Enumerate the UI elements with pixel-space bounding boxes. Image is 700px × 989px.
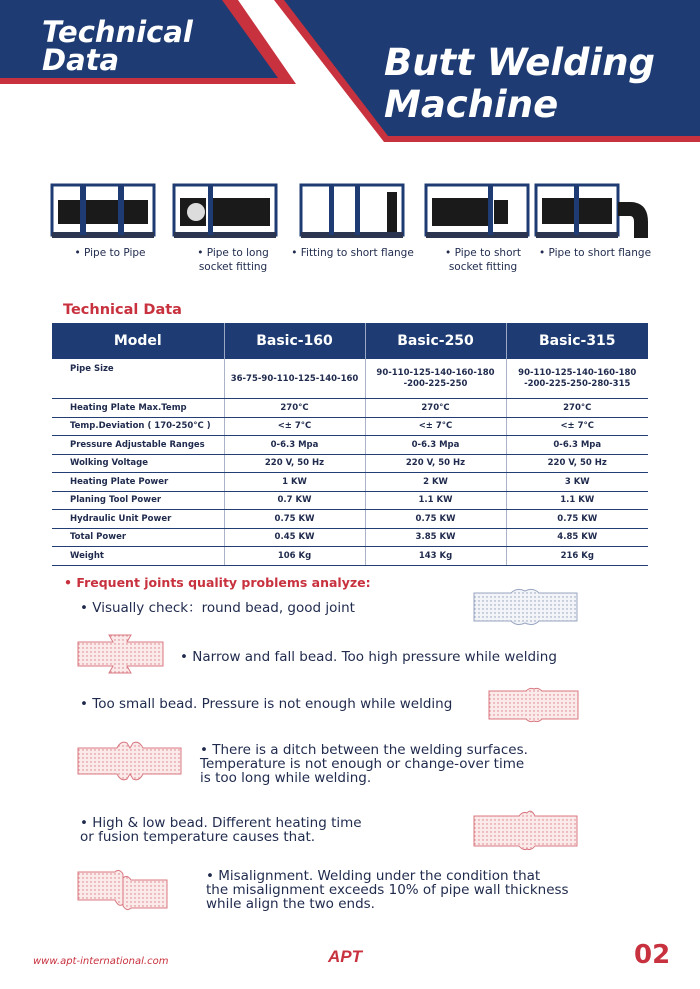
cell: 36-75-90-110-125-140-160 [224,359,365,399]
table-row [52,473,648,492]
header-right-line2: Machine [384,83,559,126]
bead-diagram-high-low [473,810,579,852]
row-label: Heating Plate Power [52,473,224,492]
spec-table [52,323,648,566]
cell: 0-6.3 Mpa [506,436,648,455]
quality-item-small-bead: • Too small bead. Pressure is not enough while welding [80,696,453,712]
table-row [52,454,648,473]
machine-pipe-to-short-socket [424,182,530,274]
row-label: Planing Tool Power [52,491,224,510]
cell: 2 KW [365,473,506,492]
cell: 270°C [224,399,365,418]
machine-caption: • Pipe to short socket fitting [445,247,521,273]
row-label: Wolking Voltage [52,454,224,473]
cell: 0-6.3 Mpa [365,436,506,455]
quality-item-high-low-bead: • High & low bead. Different heating time or fusion temperature causes that. [80,815,362,845]
machine-pipe-to-short-flange [534,182,656,260]
footer-url: www.apt-international.com [33,956,169,967]
header-left-line2: Data [42,43,120,77]
machine-pipe-to-pipe [50,182,170,260]
machine-caption: • Pipe to short flange [538,247,652,259]
cell: <± 7°C [506,417,648,436]
caption-text: Pipe to long socket fitting [198,247,269,273]
cell: 106 Kg [224,547,365,566]
cell: 0.45 KW [224,528,365,547]
cell: 90-110-125-140-160-180 -200-225-250-280-315 [506,359,648,399]
row-label: Pressure Adjustable Ranges [52,436,224,455]
bead-diagram-narrow [77,634,165,674]
quality-item-misalignment: • Misalignment. Welding under the condition that the misalignment exceeds 10% of pipe wall thickness while align the two ends. [206,868,569,912]
quality-item-ditch: • There is a ditch between the welding surfaces. Temperature is not enough or change-over time is too long while welding. [200,742,528,786]
table-row [52,417,648,436]
machine-caption: • Fitting to short flange [291,247,414,259]
header-basic-315: Basic-315 [506,323,648,359]
cell: <± 7°C [365,417,506,436]
cell: 0.75 KW [365,510,506,529]
cell: 143 Kg [365,547,506,566]
page-number: 02 [634,940,671,970]
machine-caption: • Pipe to long socket fitting [197,247,269,273]
cell: 216 Kg [506,547,648,566]
machine-caption: • Pipe to Pipe [74,247,146,259]
cell: 220 V, 50 Hz [224,454,365,473]
row-label: Total Power [52,528,224,547]
machine-image [299,182,405,242]
header-basic-250: Basic-250 [365,323,506,359]
row-label: Temp.Deviation ( 170-250°C ) [52,417,224,436]
table-row [52,510,648,529]
cell: 270°C [506,399,648,418]
table-row [52,399,648,418]
row-label: Hydraulic Unit Power [52,510,224,529]
cell: 4.85 KW [506,528,648,547]
row-label: Pipe Size [52,359,224,399]
cell: 0.75 KW [506,510,648,529]
bead-diagram-misalignment [77,868,169,912]
table-row [52,436,648,455]
table-row [52,528,648,547]
header-right-line1: Butt Welding [384,41,656,84]
header-right-title [384,42,655,126]
table-row [52,491,648,510]
quality-item-narrow-bead: • Narrow and fall bead. Too high pressure while welding [180,649,557,665]
machine-pipe-to-long-socket [172,182,278,274]
cell: 270°C [365,399,506,418]
machine-gallery [0,182,700,282]
cell: 1.1 KW [365,491,506,510]
table-row [52,359,648,399]
bead-diagram-small [488,685,580,725]
table-row [52,547,648,566]
bead-diagram-ditch [77,740,183,782]
caption-text: Pipe to short socket fitting [448,247,521,273]
cell: 1 KW [224,473,365,492]
section-title: Technical Data [63,302,182,318]
machine-image [534,182,654,242]
header-model: Model [52,323,224,359]
header-left-line1: Technical [42,15,193,49]
cell: 0.75 KW [224,510,365,529]
header-basic-160: Basic-160 [224,323,365,359]
table-header-row [52,323,648,359]
machine-fitting-to-short-flange [290,182,415,260]
svg-text:APT: APT [328,947,362,965]
bead-diagram-good [473,587,579,627]
cell: 90-110-125-140-160-180 -200-225-250 [365,359,506,399]
quality-title: • Frequent joints quality problems analyze: [64,575,371,590]
cell: 0-6.3 Mpa [224,436,365,455]
cell: 220 V, 50 Hz [506,454,648,473]
header-left-title [42,15,193,77]
cell: <± 7°C [224,417,365,436]
cell: 220 V, 50 Hz [365,454,506,473]
caption-text: Fitting to short flange [300,247,414,259]
caption-text: Pipe to short flange [548,247,652,259]
machine-image [50,182,156,242]
cell: 3.85 KW [365,528,506,547]
cell: 1.1 KW [506,491,648,510]
cell: 0.7 KW [224,491,365,510]
quality-item-good-joint: • Visually check：round bead, good joint [80,600,355,616]
cell: 3 KW [506,473,648,492]
row-label: Heating Plate Max.Temp [52,399,224,418]
row-label: Weight [52,547,224,566]
machine-image [172,182,278,242]
caption-text: Pipe to Pipe [84,247,146,259]
machine-image [424,182,530,242]
apt-logo [326,947,374,965]
